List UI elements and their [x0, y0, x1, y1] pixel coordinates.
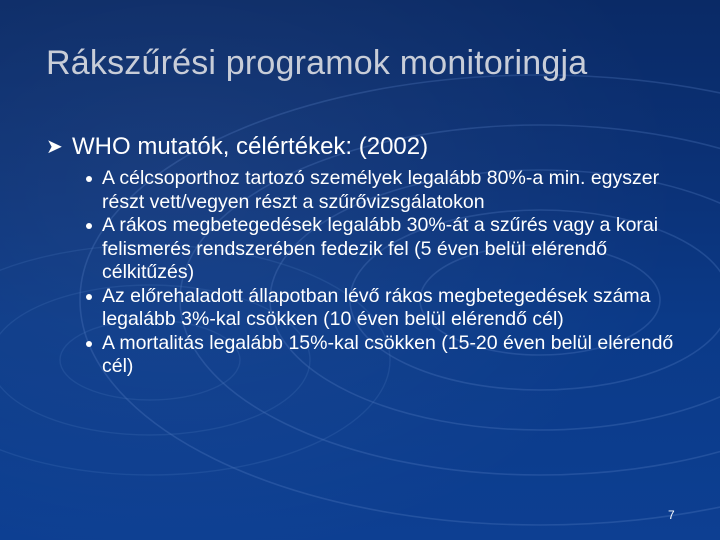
list-item [84, 167, 684, 214]
bullet-dot-icon [84, 167, 102, 190]
list-item-text: A célcsoporthoz tartozó személyek legalább 80%-a min. egyszer részt vett/vegyen részt a szűrővizsgálatokon [102, 167, 660, 213]
list-item [84, 214, 684, 285]
list-item [84, 332, 684, 379]
main-bullet-text: WHO mutatók, célértékek: (2002) [72, 133, 429, 160]
bullet-dot-icon [84, 285, 102, 308]
main-bullet [46, 132, 686, 162]
arrow-bullet-icon: ➤ [46, 136, 63, 158]
list-item-text: Az előrehaladott állapotban lévő rákos megbetegedések száma legalább 3%-kal csökken (10 éven belül elérendő cél) [102, 284, 651, 330]
sub-bullet-list [84, 167, 684, 379]
list-item [84, 285, 684, 332]
list-item-text: A mortalitás legalább 15%-kal csökken (15-20 éven belül elérendő cél) [102, 331, 674, 377]
bullet-dot-icon [84, 332, 102, 355]
bullet-dot-icon [84, 214, 102, 237]
slide-title: Rákszűrési programok monitoringja [46, 44, 588, 82]
list-item-text: A rákos megbetegedések legalább 30%-át a szűrés vagy a korai felismerés rendszerében fedezik fel (5 éven belül elérendő célkitűzés) [102, 214, 659, 283]
page-number: 7 [668, 508, 675, 522]
